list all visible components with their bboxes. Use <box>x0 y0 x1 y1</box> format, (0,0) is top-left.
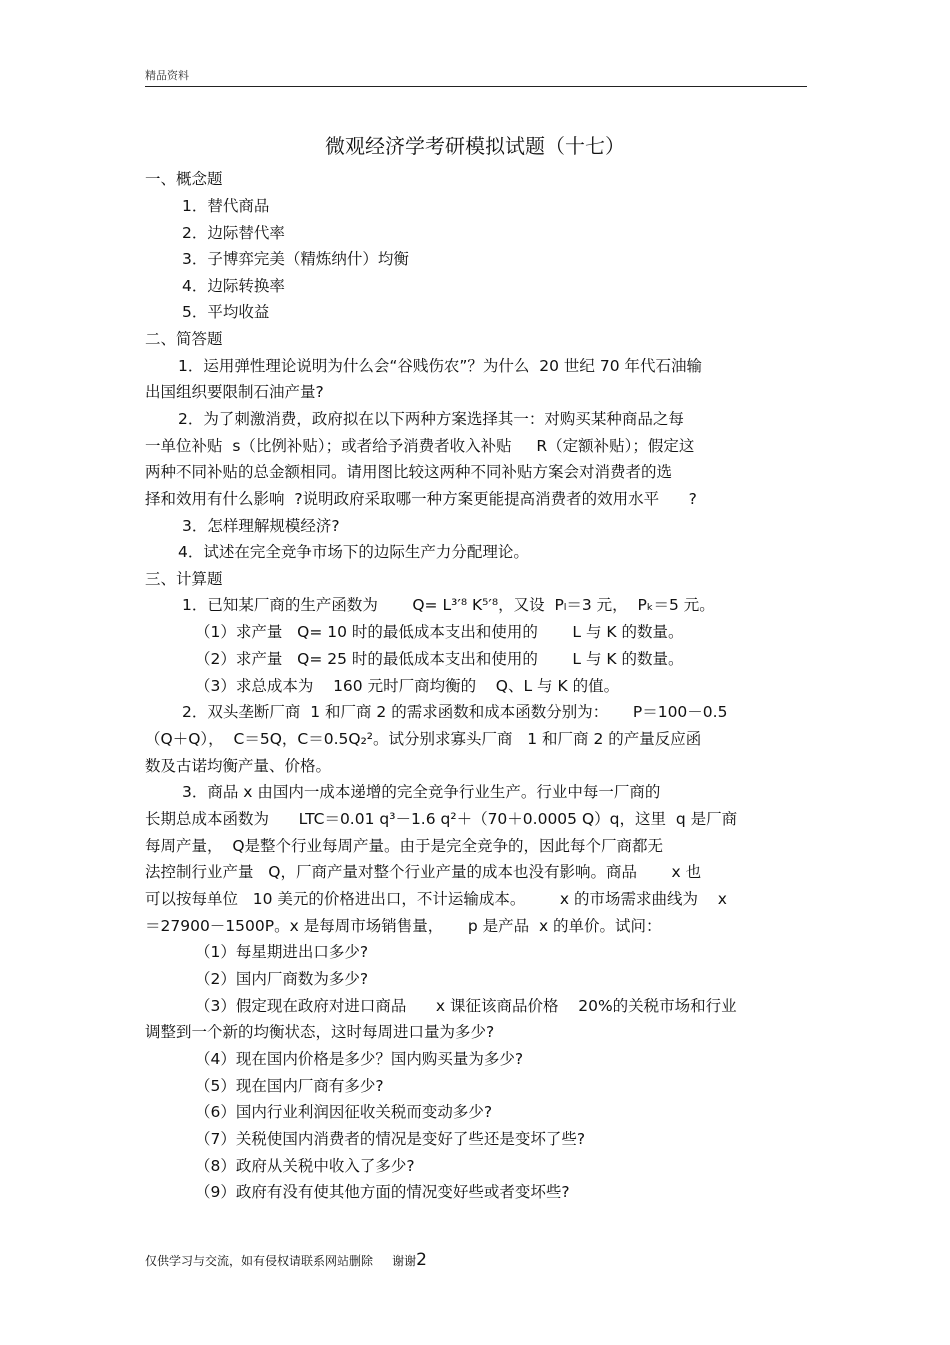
list-item: （2）求产量 Q= 25 时的最低成本支出和使用的 L 与 K 的数量。 <box>195 650 684 668</box>
page-number: 2 <box>416 1250 427 1270</box>
paragraph-line: 出国组织要限制石油产量? <box>145 383 324 401</box>
list-item: （4）现在国内价格是多少？国内购买量为多少? <box>195 1050 524 1068</box>
paragraph-line: 2．为了刺激消费，政府拟在以下两种方案选择其一：对购买某种商品之每 <box>178 410 684 428</box>
header-label: 精品资料 <box>145 69 189 82</box>
paragraph-line: 1．运用弹性理论说明为什么会“谷贱伤农”？为什么 20 世纪 70 年代石油输 <box>178 357 703 375</box>
paragraph-line: 可以按每单位 10 美元的价格进出口，不计运输成本。 x 的市场需求曲线为 x <box>145 890 727 908</box>
list-item: （3）假定现在政府对进口商品 x 课征该商品价格 20%的关税市场和行业 <box>195 997 737 1015</box>
paragraph-line: 长期总成本函数为 LTC＝0.01 q³－1.6 q²＋（70＋0.0005 Q）q，这里 q 是厂商 <box>145 810 738 828</box>
paragraph-line: 两种不同补贴的总金额相同。请用图比较这两种不同补贴方案会对消费者的选 <box>145 463 673 481</box>
list-item: （1）求产量 Q= 10 时的最低成本支出和使用的 L 与 K 的数量。 <box>195 623 684 641</box>
paragraph-line: 数及古诺均衡产量、价格。 <box>145 757 332 775</box>
list-item: 2．边际替代率 <box>182 224 285 242</box>
paragraph-line: 1．已知某厂商的生产函数为 Q= L³′⁸ K⁵′⁸，又设 Pₗ＝3 元， Pₖ＝5 元。 <box>182 596 715 614</box>
paragraph-line: 3．商品 x 由国内一成本递增的完全竞争行业生产。行业中每一厂商的 <box>182 783 661 801</box>
paragraph-line: 3．怎样理解规模经济? <box>182 517 340 535</box>
footer <box>145 1250 427 1270</box>
paragraph-line: 调整到一个新的均衡状态，这时每周进口量为多少? <box>145 1023 495 1041</box>
list-item: （2）国内厂商数为多少? <box>195 970 369 988</box>
section-heading: 一、概念题 <box>145 170 223 188</box>
page-title: 微观经济学考研模拟试题（十七） <box>325 134 625 158</box>
paragraph-line: 4．试述在完全竞争市场下的边际生产力分配理论。 <box>178 543 529 561</box>
list-item: （9）政府有没有使其他方面的情况变好些或者变坏些? <box>195 1183 570 1201</box>
section-heading: 二、简答题 <box>145 330 223 348</box>
list-item: 3．子博弈完美（精炼纳什）均衡 <box>182 250 409 268</box>
list-item: 1．替代商品 <box>182 197 270 215</box>
list-item: 5．平均收益 <box>182 303 270 321</box>
list-item: （5）现在国内厂商有多少? <box>195 1077 384 1095</box>
section-heading: 三、计算题 <box>145 570 223 588</box>
list-item: （3）求总成本为 160 元时厂商均衡的 Q、L 与 K 的值。 <box>195 677 620 695</box>
list-item: 4．边际转换率 <box>182 277 285 295</box>
list-item: （8）政府从关税中收入了多少? <box>195 1157 415 1175</box>
paragraph-line: 法控制行业产量 Q，厂商产量对整个行业产量的成本也没有影响。商品 x 也 <box>145 863 702 881</box>
list-item: （1）每星期进出口多少? <box>195 943 369 961</box>
paragraph-line: 一单位补贴 s（比例补贴）；或者给予消费者收入补贴 R（定额补贴）；假定这 <box>145 437 695 455</box>
paragraph-line: ＝27900－1500P。x 是每周市场销售量， p 是产品 x 的单价。试问： <box>145 917 662 935</box>
paragraph-line: 2．双头垄断厂商 1 和厂商 2 的需求函数和成本函数分别为： P＝100－0.5 <box>182 703 728 721</box>
paragraph-line: 每周产量， Q是整个行业每周产量。由于是完全竞争的，因此每个厂商都无 <box>145 837 664 855</box>
paragraph-line: （Q＋Q）， C＝5Q，C＝0.5Q₂²。试分别求寡头厂商 1 和厂商 2 的产量反应函 <box>145 730 702 748</box>
list-item: （6）国内行业利润因征收关税而变动多少? <box>195 1103 493 1121</box>
footer-text: 仅供学习与交流，如有侵权请联系网站删除 谢谢 <box>145 1254 417 1268</box>
paragraph-line: 择和效用有什么影响 ?说明政府采取哪一种方案更能提高消费者的效用水平 ? <box>145 490 697 508</box>
header-rule <box>145 86 807 87</box>
list-item: （7）关税使国内消费者的情况是变好了些还是变坏了些? <box>195 1130 586 1148</box>
